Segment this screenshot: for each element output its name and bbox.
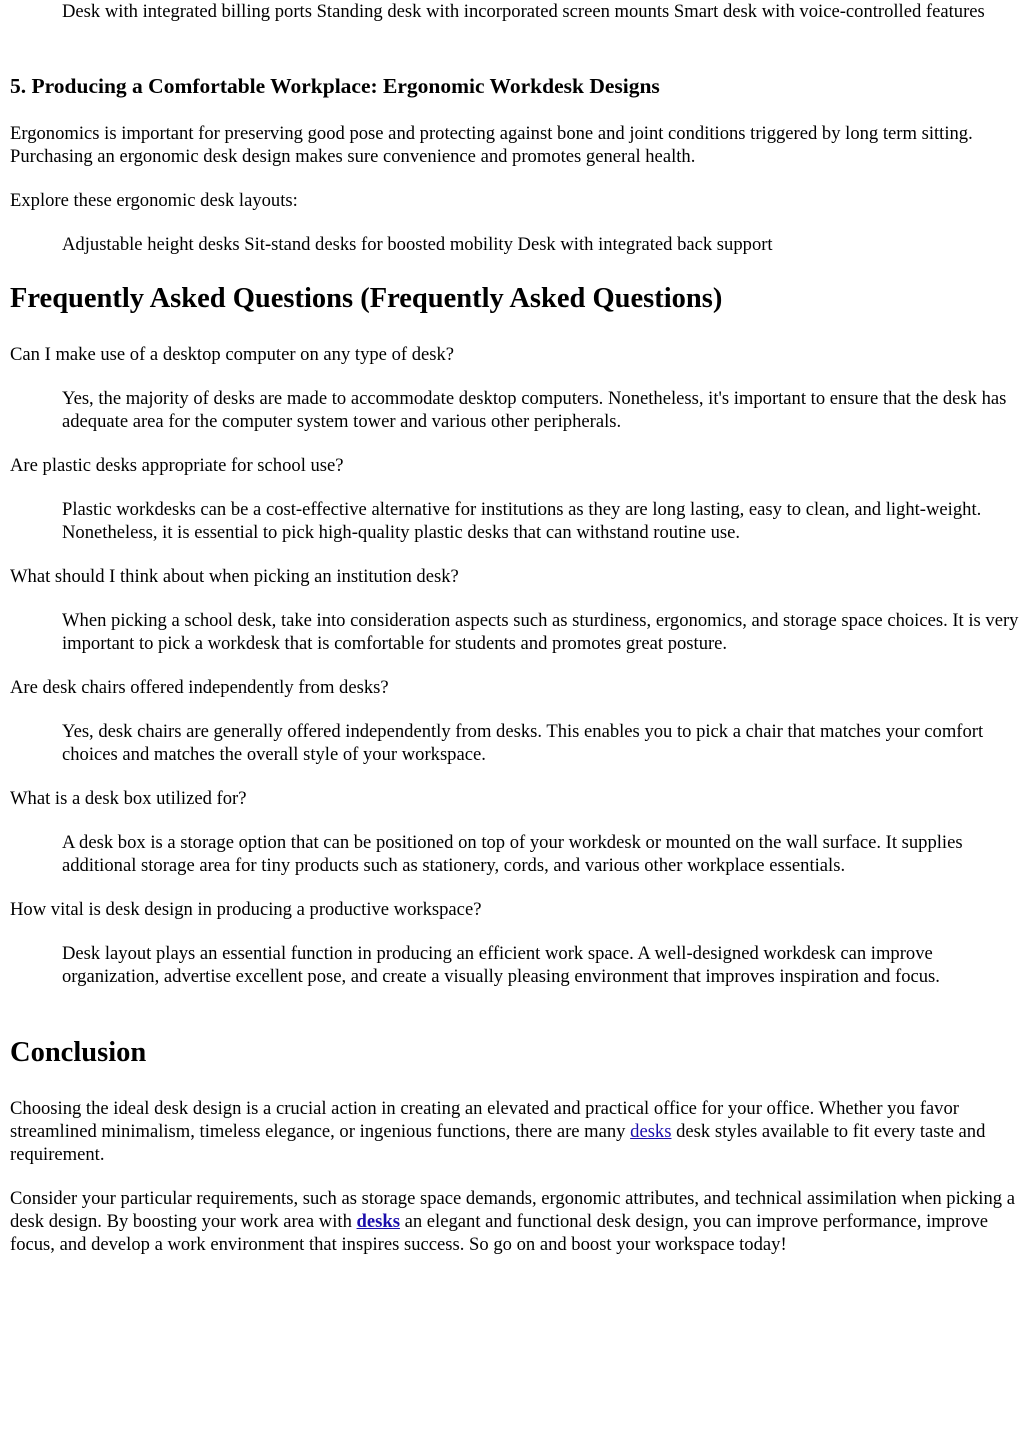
explore-intro: Explore these ergonomic desk layouts: (10, 190, 298, 211)
paragraph-text: desk styles available to fit every taste and requirement. (10, 1121, 986, 1165)
faq-question: What is a desk box utilized for? (10, 788, 247, 809)
conclusion-paragraph-1 (10, 1097, 1018, 1166)
conclusion-heading: Conclusion (10, 1037, 147, 1068)
section-paragraph: Ergonomics is important for preserving good pose and protecting against bone and joint conditions triggered by long term sitting. Purchasing an ergonomic desk design makes sure convenience and promotes general health. (10, 123, 973, 167)
section-heading: 5. Producing a Comfortable Workplace: Ergonomic Workdesk Designs (10, 74, 660, 98)
faq-question: Are plastic desks appropriate for school use? (10, 455, 344, 476)
faq-question: Can I make use of a desktop computer on any type of desk? (10, 344, 455, 365)
ergonomic-list: Adjustable height desks Sit-stand desks for boosted mobility Desk with integrated back support (62, 234, 773, 255)
faq-answer: Yes, desk chairs are generally offered independently from desks. This enables you to pick a chair that matches your comfort choices and matches the overall style of your workspace. (62, 721, 984, 765)
faq-answer: Plastic workdesks can be a cost-effective alternative for institutions as they are long lasting, easy to clean, and light-weight. Nonetheless, it is essential to pick high-quality plastic desks that can withstand routine use. (62, 499, 982, 543)
faq-answer: A desk box is a storage option that can be positioned on top of your workdesk or mounted on the wall surface. It supplies additional storage area for tiny products such as stationery, cords, and various other workplace essentials. (62, 832, 963, 876)
paragraph-text: Choosing the ideal desk design is a crucial action in creating an elevated and practical office for your office. Whether you favor streamlined minimalism, timeless elegance, or ingenious functions, there are many (10, 1098, 959, 1142)
desks-link[interactable]: desks (630, 1121, 672, 1142)
faq-answer: Desk layout plays an essential function in producing an efficient work space. A well-designed workdesk can improve organization, advertise excellent pose, and create a visually pleasing environment that improves inspiration and focus. (62, 943, 940, 987)
feature-list: Desk with integrated billing ports Standing desk with incorporated screen mounts Smart desk with voice-controlled features (62, 1, 985, 22)
paragraph-text: Consider your particular requirements, such as storage space demands, ergonomic attributes, and technical assimilation when picking a desk design. By boosting your work area with (10, 1188, 1015, 1232)
faq-answer: When picking a school desk, take into consideration aspects such as sturdiness, ergonomics, and storage space choices. It is very important to pick a workdesk that is comfortable for students and promotes great posture. (62, 610, 1019, 654)
faq-question: What should I think about when picking an institution desk? (10, 566, 459, 587)
desks-link[interactable]: desks (356, 1211, 400, 1232)
faq-question: How vital is desk design in producing a productive workspace? (10, 899, 482, 920)
faq-answer: Yes, the majority of desks are made to accommodate desktop computers. Nonetheless, it's important to ensure that the desk has adequate area for the computer system tower and various other peripherals. (62, 388, 1007, 432)
conclusion-paragraph-2 (10, 1187, 1018, 1256)
paragraph-text: an elegant and functional desk design, you can improve performance, improve focus, and develop a work environment that inspires success. So go on and boost your workspace today! (10, 1211, 989, 1255)
faq-heading: Frequently Asked Questions (Frequently Asked Questions) (10, 283, 723, 314)
faq-question: Are desk chairs offered independently from desks? (10, 677, 389, 698)
